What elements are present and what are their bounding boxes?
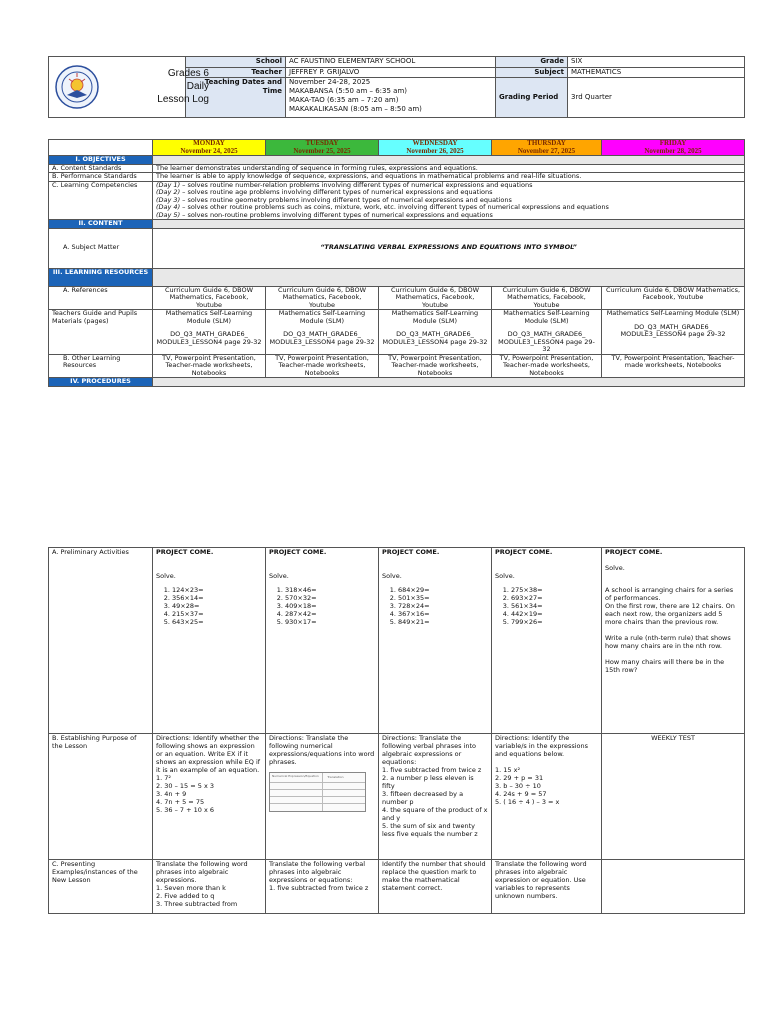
establishing-purpose-label: B. Establishing Purpose of the Lesson [49, 734, 153, 860]
teaching-dates-label: Teaching Dates and Time [186, 78, 286, 118]
word-problem-line: Write a rule (nth-term rule) that shows how many chairs are in the nth row. [605, 634, 731, 650]
school-label: School [186, 57, 286, 68]
drill-item: 4. 287×42= [285, 610, 375, 618]
drill-item: 4. 215×37= [172, 610, 262, 618]
drill-item: 1. 275×38= [511, 586, 598, 594]
deped-seal-icon [55, 65, 99, 109]
content-section-row [49, 220, 745, 229]
learning-competencies-label: C. Learning Competencies [49, 181, 153, 220]
drill-item: 2. 356×14= [172, 594, 262, 602]
drill-list [495, 586, 598, 626]
teachers-guide-cell [492, 310, 602, 355]
teachers-guide-label: Teachers Guide and Pupils Materials (pages) [49, 310, 153, 355]
drill-item: 2. 501×35= [398, 594, 488, 602]
drill-list [269, 586, 375, 626]
presenting-line: Translate the following verbal phrases into algebraic expressions or equations: [269, 860, 366, 884]
purpose-line: Directions: Identify the variable/s in the expressions and equations below. [495, 734, 589, 758]
day-date: November 24, 2025 [180, 146, 238, 155]
other-resources-cell: TV, Powerpoint Presentation, Teacher-made worksheets, Notebooks [602, 354, 745, 378]
presenting-cell-thursday: Translate the following word phrases into algebraic expression or equation. Use variables to represents unknown numbers. [492, 860, 602, 914]
header-table [48, 56, 745, 118]
day-name: TUESDAY [305, 139, 339, 147]
procedures-section-heading: IV. PROCEDURES [49, 378, 153, 387]
other-resources-label: B. Other Learning Resources [49, 354, 153, 378]
module-title: Mathematics Self-Learning Module (SLM) [391, 309, 479, 325]
preliminary-cell-friday [602, 548, 745, 734]
section-filler [153, 378, 745, 387]
presenting-line: Translate the following word phrases into algebraic expressions. [156, 860, 248, 884]
day-date: November 27, 2025 [517, 146, 576, 155]
worksheet-col-header: Numerical Expression/Equation [272, 774, 319, 778]
title-line: Daily [186, 81, 209, 92]
purpose-line: Directions: Translate the following verbal phrases into algebraic expressions or equations: [382, 734, 476, 766]
competency-day: (Day 3) [156, 195, 181, 204]
purpose-line: 1. 15 x² [495, 766, 521, 774]
day-date: November 25, 2025 [293, 146, 351, 155]
objectives-section-row [49, 156, 745, 165]
purpose-line: 1. 7² [156, 774, 172, 782]
grade-value: SIX [568, 57, 745, 68]
drill-item: 5. 643×25= [172, 618, 262, 626]
competency-text: – solves routine number-relation problems involving different types of numerical expressions and equations [180, 180, 533, 189]
drill-item: 1. 124×23= [172, 586, 262, 594]
presenting-cell-friday [602, 860, 745, 914]
purpose-line: Directions: Translate the following numerical expressions/equations into word phrases. [269, 734, 375, 766]
module-code: DO_Q3_MATH_GRADE6_ MODULE3_LESSON4 page 29-32 [156, 330, 262, 346]
drill-item: 1. 684×29= [398, 586, 488, 594]
teachers-guide-cell [153, 310, 266, 355]
presenting-cell-monday [153, 860, 266, 914]
drill-item: 1. 318×46= [285, 586, 375, 594]
corner-cell [49, 140, 153, 156]
other-resources-cell: TV, Powerpoint Presentation, Teacher-made worksheets, Notebooks [492, 354, 602, 378]
competency-day: (Day 1) [156, 180, 181, 189]
purpose-line: 1. five subtracted from twice z [382, 766, 482, 774]
references-cell: Curriculum Guide 6, DBOW Mathematics, Facebook, Youtube [492, 286, 602, 310]
purpose-line: 3. b – 30 ÷ 10 [495, 782, 541, 790]
lesson-log-title [123, 67, 209, 106]
teaching-dates-value [286, 78, 496, 118]
project-title: PROJECT COME. [156, 548, 214, 556]
presenting-cell-tuesday [266, 860, 379, 914]
school-value: AC FAUSTINO ELEMENTARY SCHOOL [286, 57, 496, 68]
teachers-guide-cell [602, 310, 745, 355]
drill-list [382, 586, 488, 626]
drill-item: 5. 849×21= [398, 618, 488, 626]
day-header-row [49, 140, 745, 156]
preliminary-cell-tuesday [266, 548, 379, 734]
drill-item: 4. 367×16= [398, 610, 488, 618]
competency-day: (Day 2) [156, 188, 181, 196]
purpose-line: 5. ( 16 ÷ 4 ) – 3 = x [495, 798, 560, 806]
module-code: DO_Q3_MATH_GRADE6_ MODULE3_LESSON4 page 29-32 [498, 330, 595, 353]
day-name: THURSDAY [527, 139, 566, 147]
references-cell: Curriculum Guide 6, DBOW Mathematics, Facebook, Youtube [266, 286, 379, 310]
competency-day: (Day 4) [156, 203, 181, 211]
purpose-line: 4. the square of the product of x and y [382, 806, 488, 822]
purpose-cell-thursday [492, 734, 602, 860]
presenting-cell-wednesday: Identify the number that should replace the question mark to make the mathematical statement correct. [379, 860, 492, 914]
day-date: November 28, 2025 [644, 146, 702, 155]
objectives-section-heading: I. OBJECTIVES [49, 156, 153, 165]
references-cell: Curriculum Guide 6, DBOW Mathematics, Facebook, Youtube [153, 286, 266, 310]
day-header-friday [602, 140, 745, 156]
performance-standards-label: B. Performance Standards [49, 173, 153, 182]
header-title-cell [49, 57, 209, 118]
presenting-line: 1. Seven more than k [156, 884, 226, 892]
purpose-line: 2. 29 + p = 31 [495, 774, 544, 782]
teacher-label: Teacher [186, 67, 286, 78]
weekly-test-cell: WEEKLY TEST [602, 734, 745, 860]
solve-instruction: Solve. [382, 572, 402, 580]
preliminary-cell-thursday [492, 548, 602, 734]
presenting-line: 3. Three subtracted from [156, 900, 238, 908]
date-line: MAKAKALIKASAN (8:05 am – 8:50 am) [289, 105, 422, 114]
references-cell: Curriculum Guide 6, DBOW Mathematics, Facebook, Youtube [379, 286, 492, 310]
drill-item: 2. 570×32= [285, 594, 375, 602]
competency-day: (Day 5) [156, 210, 181, 219]
drill-item: 2. 693×27= [511, 594, 598, 602]
solve-instruction: Solve. [605, 564, 625, 572]
project-title: PROJECT COME. [605, 548, 663, 556]
purpose-line: 3. 4n + 9 [156, 790, 187, 798]
procedures-table [48, 547, 745, 914]
section-filler [153, 268, 745, 286]
procedures-section-row [49, 378, 745, 387]
drill-item: 3. 409×18= [285, 602, 375, 610]
subject-matter-title: “TRANSLATING VERBAL EXPRESSIONS AND EQUATIONS INTO SYMBOL” [153, 228, 745, 268]
drill-item: 3. 561×34= [511, 602, 598, 610]
content-standards-label: A. Content Standards [49, 164, 153, 173]
competency-text: – solves other routine problems such as coins, mixture, work, etc. involving different types of numerical expressions and equations [180, 203, 609, 211]
drill-item: 3. 49×28= [172, 602, 262, 610]
module-title: Mathematics Self-Learning Module (SLM) [278, 309, 366, 325]
word-problem-line: A school is arranging chairs for a series of performances. [605, 586, 734, 602]
section-filler [153, 220, 745, 229]
presenting-line: 1. five subtracted from twice z [269, 884, 369, 892]
grading-period-value: 3rd Quarter [568, 78, 745, 118]
purpose-line: 5. the sum of six and twenty less five equals the number z [382, 822, 478, 838]
purpose-line: 4. 7n + 5 = 75 [156, 798, 205, 806]
project-title: PROJECT COME. [495, 548, 553, 556]
day-header-monday [153, 140, 266, 156]
preliminary-activities-label: A. Preliminary Activities [49, 548, 153, 734]
teachers-guide-cell [266, 310, 379, 355]
drill-item: 3. 728×24= [398, 602, 488, 610]
solve-instruction: Solve. [495, 572, 515, 580]
grade-label: Grade [496, 57, 568, 68]
competency-text: – solves routine geometry problems involving different types of numerical expressions and equations [180, 195, 512, 204]
purpose-cell-monday [153, 734, 266, 860]
day-name: WEDNESDAY [412, 139, 458, 147]
project-title: PROJECT COME. [382, 548, 440, 556]
drill-item: 5. 930×17= [285, 618, 375, 626]
purpose-line: 2. 30 – 15 = 5 x 3 [156, 782, 215, 790]
title-line: Grades 6 [167, 68, 209, 79]
learning-competencies-list [153, 181, 745, 220]
module-code: DO_Q3_MATH_GRADE6_ MODULE3_LESSON4 page 29-32 [269, 330, 375, 346]
drill-item: 5. 799×26= [511, 618, 598, 626]
purpose-cell-tuesday [266, 734, 379, 860]
objectives-table [48, 139, 745, 387]
drill-list [156, 586, 262, 626]
title-line: Lesson Log [157, 94, 209, 105]
drill-item: 4. 442×19= [511, 610, 598, 618]
presenting-line: 2. Five added to q [156, 892, 215, 900]
content-section-heading: II. CONTENT [49, 220, 153, 229]
purpose-line: Directions: Identify whether the following shows an expression or an equation. Write EX if it shows an expression while EQ if it is an example of an equation. [156, 734, 261, 774]
worksheet-col-header: Translation [327, 775, 344, 779]
competency-text: – solves non-routine problems involving different types of numerical expressions and equations [180, 210, 493, 219]
day-name: FRIDAY [659, 139, 687, 147]
other-resources-cell: TV, Powerpoint Presentation, Teacher-made worksheets, Notebooks [266, 354, 379, 378]
module-code: DO_Q3_MATH_GRADE6_ MODULE3_LESSON4 page 29-32 [382, 330, 488, 346]
teacher-value: JEFFREY P. GRIJALVO [286, 67, 496, 78]
preliminary-cell-monday [153, 548, 266, 734]
grading-period-label: Grading Period [496, 78, 568, 118]
competency-text: – solves routine age problems involving different types of numerical expressions and equations [180, 188, 493, 196]
date-line: MAKA-TAO (6:35 am – 7:20 am) [289, 96, 399, 105]
day-header-thursday [492, 140, 602, 156]
content-standards-text: The learner demonstrates understanding of sequence in forming rules, expressions and equations. [153, 164, 745, 173]
module-title: Mathematics Self-Learning Module (SLM) [606, 309, 740, 317]
word-problem-line: On the first row, there are 12 chairs. On each next row, the organizers add 5 more chairs than the previous row. [605, 602, 735, 626]
subject-label: Subject [496, 67, 568, 78]
references-label: A. References [49, 286, 153, 310]
day-date: November 26, 2025 [406, 146, 464, 155]
date-line: MAKABANSA (5:50 am – 6:35 am) [289, 87, 408, 96]
solve-instruction: Solve. [269, 572, 289, 580]
performance-standards-text: The learner is able to apply knowledge of sequence, expressions, and equations in mathematical problems and real-life situations. [153, 173, 745, 182]
project-title: PROJECT COME. [269, 548, 327, 556]
other-resources-cell: TV, Powerpoint Presentation, Teacher-made worksheets, Notebooks [379, 354, 492, 378]
references-cell: Curriculum Guide 6, DBOW Mathematics, Facebook, Youtube [602, 286, 745, 310]
module-code: DO_Q3_MATH_GRADE6_ MODULE3_LESSON4 page 29-32 [620, 322, 726, 338]
day-header-tuesday [266, 140, 379, 156]
word-problem-line: How many chairs will there be in the 15th row? [605, 658, 725, 674]
day-name: MONDAY [193, 139, 225, 147]
purpose-line: 4. 24s + 9 = 57 [495, 790, 547, 798]
purpose-cell-wednesday [379, 734, 492, 860]
worksheet-table-image [269, 772, 366, 812]
module-title: Mathematics Self-Learning Module (SLM) [503, 309, 590, 325]
section-filler [153, 156, 745, 165]
day-header-wednesday [379, 140, 492, 156]
teachers-guide-cell [379, 310, 492, 355]
subject-value: MATHEMATICS [568, 67, 745, 78]
presenting-examples-label: C. Presenting Examples/instances of the New Lesson [49, 860, 153, 914]
subject-matter-label: A. Subject Matter [49, 228, 153, 268]
purpose-line: 3. fifteen decreased by a number p [382, 790, 464, 806]
purpose-line: 5. 36 – 7 + 10 x 6 [156, 806, 215, 814]
resources-section-row [49, 268, 745, 286]
resources-section-heading: III. LEARNING RESOURCES [49, 268, 153, 286]
preliminary-cell-wednesday [379, 548, 492, 734]
competency-item [156, 212, 741, 220]
module-title: Mathematics Self-Learning Module (SLM) [165, 309, 253, 325]
purpose-line: 2. a number p less eleven is fifty [382, 774, 474, 790]
solve-instruction: Solve. [156, 572, 176, 580]
other-resources-cell: TV, Powerpoint Presentation, Teacher-made worksheets, Notebooks [153, 354, 266, 378]
date-line: November 24-28, 2025 [289, 78, 371, 87]
